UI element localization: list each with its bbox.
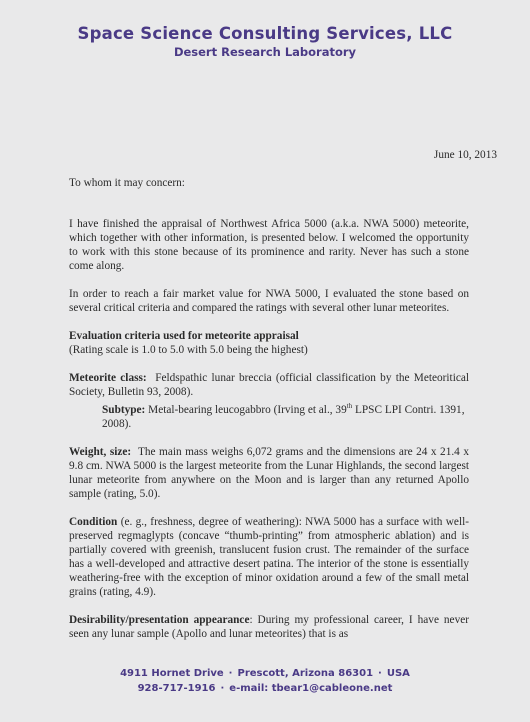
lab-name: Desert Research Laboratory	[173, 45, 357, 59]
condition-text: (e. g., freshness, degree of weathering): NWA 5000 has a surface with well-preserved regmaglypts (concave “thumb-printing” from atmospheric ablation) and is partially covered with greenish, translucent fusion crust. The remainder of the surface has a well-developed and attractive desert patina. The interior of the stone is essentially weathering-free with the exception of minor oxidation around a few of the small metal grains (rating, 4.9).	[69, 515, 469, 598]
desirability-paragraph	[69, 613, 469, 641]
footer-phone: 928-717-1916	[137, 683, 216, 694]
footer-city: Prescott, Arizona 86301	[237, 668, 374, 679]
footer-contact-line	[0, 681, 530, 696]
letterhead	[0, 24, 530, 59]
footer-email: e-mail: tbear1@cableone.net	[229, 683, 393, 694]
paragraph-method: In order to reach a fair market value for NWA 5000, I evaluated the stone based on several critical criteria and compared the ratings with several other lunar meteorites.	[69, 288, 469, 314]
footer-address-line	[0, 666, 530, 681]
criteria-section	[69, 329, 469, 357]
desirability-label: Desirability/presentation appearance	[69, 613, 250, 626]
salutation: To whom it may concern:	[69, 177, 185, 189]
meteorite-class-section	[69, 371, 469, 431]
meteorite-class-paragraph	[69, 371, 469, 399]
footer-separator: ·	[378, 668, 382, 679]
paragraph-intro: I have finished the appraisal of Northwest Africa 5000 (a.k.a. NWA 5000) meteorite, which together with other information, is presented below. I welcomed the opportunity to work with this stone because of its prominence and rarity. Never has such a stone come along.	[69, 218, 469, 272]
footer-street: 4911 Hornet Drive	[120, 668, 224, 679]
footer-separator: ·	[220, 683, 225, 694]
condition-paragraph	[69, 515, 469, 599]
footer-separator: ·	[228, 668, 233, 679]
desirability-text: : During my professional career, I have never seen any lunar sample (Apollo and lunar meteorites) that is as	[69, 613, 469, 640]
letter-date: June 10, 2013	[433, 149, 497, 161]
subtype-paragraph	[69, 399, 469, 431]
subtype-text-a: Metal-bearing leucogabbro (Irving et al., 39	[148, 403, 347, 416]
weight-paragraph	[69, 445, 469, 501]
company-name: Space Science Consulting Services, LLC	[77, 24, 453, 43]
subtype-label: Subtype:	[102, 403, 146, 416]
letter-footer	[0, 666, 530, 696]
footer-country: USA	[386, 668, 410, 679]
weight-label: Weight, size:	[69, 445, 132, 458]
meteorite-class-text: Feldspathic lunar breccia (official classification by the Meteoritical Society, Bulletin 93, 2008).	[69, 372, 469, 398]
subtype-superscript: th	[346, 402, 353, 410]
meteorite-class-label: Meteorite class:	[69, 372, 147, 384]
criteria-scale: (Rating scale is 1.0 to 5.0 with 5.0 being the highest)	[69, 344, 308, 356]
condition-label: Condition	[69, 515, 118, 528]
weight-text: The main mass weighs 6,072 grams and the dimensions are 24 x 21.4 x 9.8 cm. NWA 5000 is the largest meteorite from the Lunar Highlands, the second largest lunar meteorite from anywhere on the Moon and is larger than any returned Apollo sample (rating, 5.0).	[69, 445, 469, 500]
subtype-text-b: LPSC LPI Contri. 1391, 2008).	[102, 403, 465, 430]
letter-body	[69, 148, 497, 641]
criteria-heading: Evaluation criteria used for meteorite appraisal	[69, 330, 299, 342]
